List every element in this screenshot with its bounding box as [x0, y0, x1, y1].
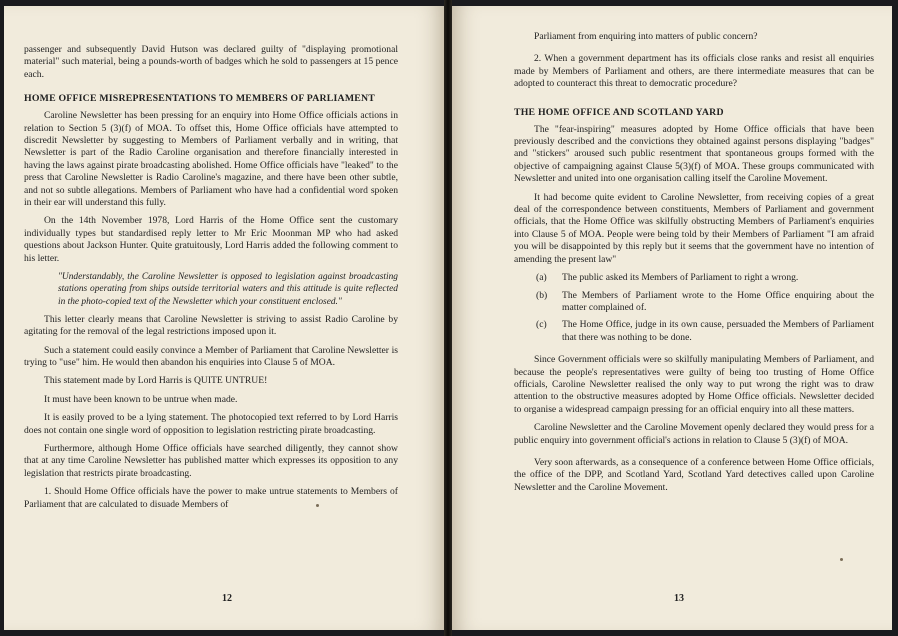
- book-gutter: [444, 0, 452, 636]
- left-paragraph-3: On the 14th November 1978, Lord Harris of the Home Office sent the customary individually types but standardised reply letter to Mr Eric Moonman MP who had asked questions about Jackson Hunter. Quite gratuitously, Lord Harris added the following comment to his letter.: [24, 215, 398, 264]
- right-paragraph-6: Caroline Newsletter and the Caroline Movement openly declared they would press for a public enquiry into government official's actions in relation to Clause 5 (3)(f) of MOA.: [514, 422, 874, 446]
- left-page-number: 12: [222, 593, 232, 604]
- left-paragraph-8: It is easily proved to be a lying statement. The photocopied text referred to by Lord Harris does not contain one single word of opposition to legislation restricting pirate broadcasting.: [24, 412, 398, 436]
- list-item-label: (c): [536, 319, 547, 331]
- list-item-text: The public asked its Members of Parliament to right a wrong.: [562, 272, 799, 284]
- list-item-text: The Home Office, judge in its own cause, persuaded the Members of Parliament that there was nothing to be done.: [562, 319, 874, 343]
- right-paragraph-5: Since Government officials were so skilfully manipulating Members of Parliament, and because the people's representatives were guilty of being too trusting of Home Office officials, Caroline Newsletter realised the only way to put wrong the right was to draw attention to the obstructive measures adopted by Home Office officials. Newsletter decided to organise a widespread campaign pressing for an official enquiry into all these matters.: [514, 354, 874, 415]
- left-paragraph-7: It must have been known to be untrue when made.: [44, 393, 238, 405]
- left-section-heading: HOME OFFICE MISREPRESENTATIONS TO MEMBERS OF PARLIAMENT: [24, 93, 376, 105]
- right-section-heading: THE HOME OFFICE AND SCOTLAND YARD: [514, 106, 724, 118]
- list-item-label: (a): [536, 272, 547, 284]
- list-item: [514, 290, 874, 315]
- left-page: [4, 6, 444, 630]
- right-page-number: 13: [674, 593, 684, 604]
- left-paragraph-5: Such a statement could easily convince a Member of Parliament that Caroline Newsletter is trying to "use" him. He would then abandon his enquiries into Clause 5 of MOA.: [24, 344, 398, 368]
- paper-speck: [316, 504, 319, 507]
- paper-speck: [840, 558, 843, 561]
- left-paragraph-6: This statement made by Lord Harris is QUITE UNTRUE!: [44, 375, 268, 387]
- right-paragraph-1: Parliament from enquiring into matters of public concern?: [534, 31, 758, 42]
- right-paragraph-7: Very soon afterwards, as a consequence of a conference between Home Office officials, the office of the DPP, and Scotland Yard, Scotland Yard detectives called upon Caroline Newsletter and the Caroline Movement.: [514, 456, 874, 493]
- left-paragraph-4: This letter clearly means that Caroline Newsletter is striving to assist Radio Caroline by agitating for the removal of the legal restrictions imposed upon it.: [24, 313, 398, 338]
- left-paragraph-9: Furthermore, although Home Office officials have searched diligently, they cannot show that at any time Caroline Newsletter has published matter which expresses its opposition to any legislation that restricts pirate broadcasting.: [24, 442, 398, 479]
- list-item: [514, 319, 874, 344]
- list-item: [514, 272, 874, 284]
- list-item-text: The Members of Parliament wrote to the Home Office enquiring about the matter complained of.: [562, 289, 874, 313]
- list-item-label: (b): [536, 289, 548, 301]
- left-quote: "Understandably, the Caroline Newsletter is opposed to legislation against broadcasting stations operating from ships outside territorial waters and this attitude is quite reflected in the photo-copied text of the Newsletter which your constituent enclosed.": [58, 272, 398, 307]
- right-paragraph-3: The "fear-inspiring" measures adopted by Home Office officials that have been previously described and the convictions they obtained against persons displaying "badges" and "stickers" aroused such public resentment that spontaneous groups formed with the objective of campaigning against Clause 5(3)(f) of MOA. These groups communicated with Newsletter and united into one organisation calling itself the Caroline Movement.: [514, 123, 874, 185]
- left-paragraph-1: passenger and subsequently David Hutson was declared guilty of "displaying promotional material" such material, being a pounds-worth of badges which he sold to passengers at 15 pence each.: [24, 44, 398, 80]
- right-question-2: 2. When a government department has its officials close ranks and resist all enquiries made by Members of Parliament and others, are there intermediate measures that can be adopted to counteract this threat to democratic procedure?: [514, 53, 874, 90]
- right-page: [452, 6, 892, 630]
- left-paragraph-2: Caroline Newsletter has been pressing for an enquiry into Home Office officials actions in relation to Section 5 (3)(f) of MOA. To offset this, Home Office officials have attempted to discredit Newsletter by suggesting to Members of Parliament verbally and in writing, that Newsletter is part of the Radio Caroline organisation and therefore financially interested in having the laws against pirate broadcasting abolished. Home Office officials have "leaked" to the press that Caroline Newsletter is Radio Caroline's magazine, and there have been other subtle, and not so subtle allegations. Members of Parliament who have had a confidential word spoken in their ear will understand this fully.: [24, 110, 398, 209]
- complaint-list: [514, 272, 874, 344]
- right-paragraph-4: It had become quite evident to Caroline Newsletter, from receiving copies of a great deal of the correspondence between constituents, Members of Parliament and government officials, that the Home Office was skilfully obstructing Members of Parliament's enquiries into Clause 5 of MOA. People were being told by their Members of Parliament "I am afraid you will be disappointed by this reply but it seems that the government have no intention of amending the present law": [514, 191, 874, 265]
- left-question-1: 1. Should Home Office officials have the power to make untrue statements to Members of Parliament that are calculated to disuade Members of: [24, 486, 398, 510]
